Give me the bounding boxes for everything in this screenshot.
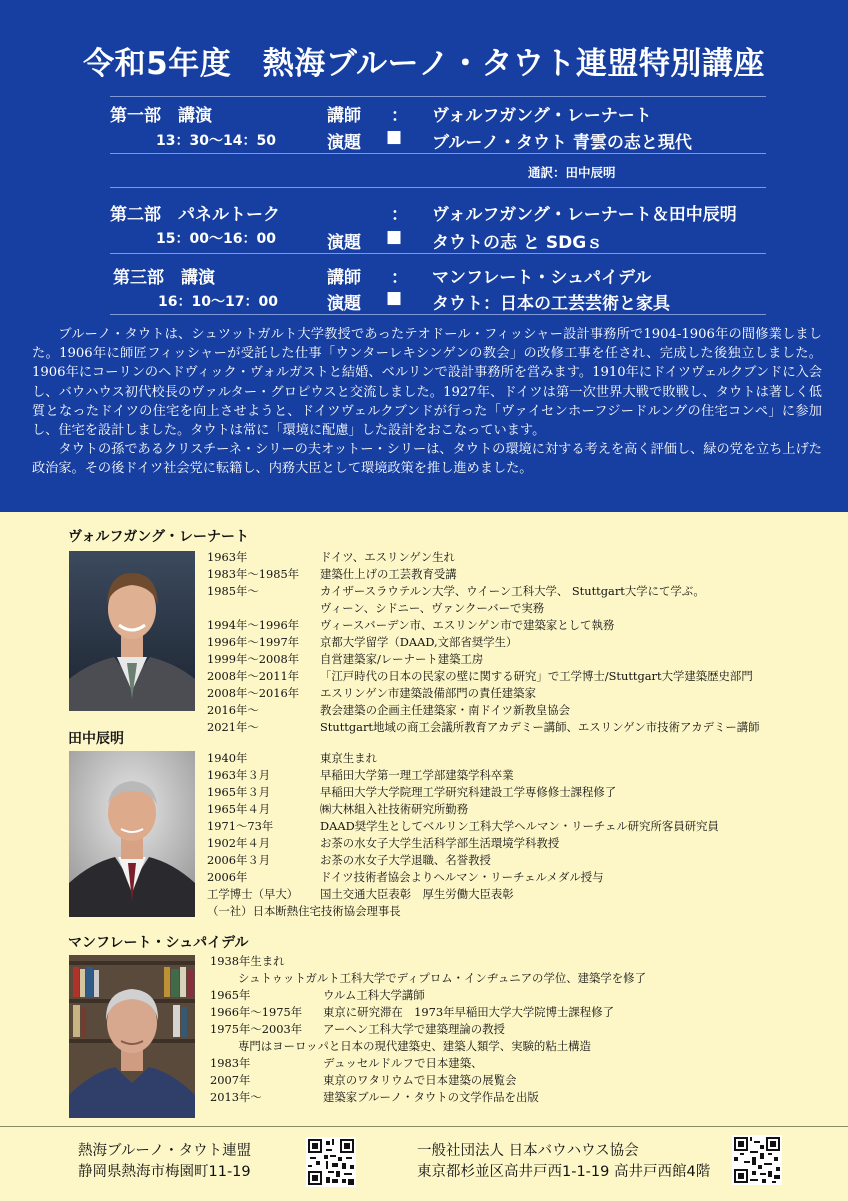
footer-org-left: 熱海ブルーノ・タウト連盟 (78, 1143, 252, 1159)
speaker-photo (69, 955, 195, 1118)
part3-topic-label: 演題 (327, 294, 361, 314)
part1-interpreter: 通訳：田中辰明 (528, 165, 616, 180)
divider (110, 153, 766, 154)
part2-topic: タウトの志 と SDGｓ (432, 233, 604, 253)
part2-label: 第二部 パネルトーク (110, 205, 280, 225)
footer-address-right: 東京都杉並区高井戸西1-1-19 高井戸西館4階 (417, 1164, 711, 1180)
qr-code-icon[interactable] (306, 1137, 356, 1187)
speaker-name: マンフレート・シュパイデル (68, 935, 249, 951)
description-paragraph: タウトの孫であるクリスチーネ・シリーの夫オットー・シリーは、タウトの環境に対する考えを高く評価し、緑の党を立ち上げた政治家。その後ドイツ社会党に転籍し、内務大臣として環境政策を推し進めました。 (32, 442, 822, 477)
part3-label: 第三部 講演 (113, 268, 215, 288)
part3-square-icon: ■ (386, 288, 403, 308)
part1-time: 13：30～14：50 (156, 133, 276, 149)
part1-lecturer-label: 講師 (327, 106, 361, 126)
divider (110, 314, 766, 315)
qr-code-icon[interactable] (732, 1135, 782, 1185)
divider (110, 187, 766, 188)
part1-label: 第一部 講演 (110, 106, 212, 126)
divider (110, 253, 766, 254)
page-title: 令和5年度 熱海ブルーノ・タウト連盟特別講座 (83, 46, 765, 82)
footer (0, 1126, 848, 1201)
speaker-history: 1940年 東京生まれ 1963年３月 早稲田大学第一理工学部建築学科卒業 1965年３月 早稲田大学大学院理工学研究科建設工学専修修士課程修了 1965年４月 ㈱大林組入社技術研究所勤務 1971～73年 DAAD奨学生としてベルリン工科大学ヘルマン・リーチェル研究所客員研究員 1902年４月 お茶の水女子大学生活科学部生活環境学科教授 2006年３月 お茶の水女子大学退職、名誉教授 2006年 ドイツ技術者協会よりヘルマン・リーチェルメダル授与 工学博士（早大） 国土交通大臣表彰 厚生労働大臣表彰 （一社）日本断熱住宅技術協会理事長 (207, 751, 719, 918)
part3-lecturer-label: 講師 (327, 268, 361, 288)
speaker-history: 1963年 ドイツ、エスリンゲン生れ 1983年～1985年 建築仕上げの工芸教育受講 1985年～ カイザースラウテルン大学、ウイーン工科大学、 Stuttgart大学にて学ぶ。 ヴィーン、シドニー、ヴァンクーバーで実務 1994年～1996年 ヴィースバーデン市、エスリンゲン市で建築家として執務 1996年～1997年 京都大学留学（DAAD,文部省奨学生） 1999年～2008年 自営建築家/レーナート建築工房 2008年～2011年 「江戸時代の日本の民家の壁に関する研究」で工学博士/Stuttgart大学建築歴史部門 2008年～2016年 エスリンゲン市建築設備部門の責任建築家 2016年～ 教会建築の企画主任建築家・南ドイツ新教皇協会 2021年～ Stuttgart地域の商工会議所教育アカデミー講師、エスリンゲン市技術アカデミー講師 (207, 550, 760, 734)
divider (110, 96, 766, 97)
part3-colon: ： (391, 268, 408, 288)
description-paragraph: ブルーノ・タウトは、シュツットガルト大学教授であったテオドール・フィッシャー設計事務所で1904-1906年の間修業しました。1906年に師匠フィッシャーが受託した仕事「ウンターレキシンゲンの教会」の改修工事を任され、完成した後独立しました。1906年にコーリンのヘドヴィック・ヴォルガストと結婚、ベルリンで設計事務所を営みます。1910年にドイツヴェルクブンドに入会し、バウハウス初代校長のヴァルター・グロピウスと交流しました。1927年、ドイツは第一次世界大戦で敗戦し、タウトは著しく低質となったドイツの住宅を向上させようと、ドイツヴェルクブンドが行った「ヴァイセンホーフジードルングの住宅コンペ」に参加し、住宅を設計しました。タウトは常に「環境に配慮」した設計をおこなっています。 (32, 327, 822, 439)
speaker-history: 1938年生まれ シュトゥットガルト工科大学でディプロム・インヂュニアの学位、建築学を修了 1965年 ウルム工科大学講師 1966年～1975年 東京に研究滞在 1973年早稲田大学大学院博士課程修了 1975年～2003年 アーヘン工科大学で建築理論の教授 専門はヨーロッパと日本の現代建築史、建築人類学、実験的粘土構造 1983年 デュッセルドルフで日本建築、 2007年 東京のワタリウムで日本建築の展覧会 2013年～ 建築家ブルーノ・タウトの文学作品を出版 (210, 954, 646, 1104)
speaker-photo (69, 751, 195, 917)
part3-time: 16：10～17：00 (158, 294, 278, 310)
speaker-photo (69, 551, 195, 711)
part1-topic-label: 演題 (327, 133, 361, 153)
part2-time: 15：00～16：00 (156, 231, 276, 247)
part2-colon: ： (391, 205, 408, 225)
part1-square-icon: ■ (386, 127, 403, 147)
part1-colon: ： (391, 106, 408, 126)
speaker-name: 田中辰明 (68, 731, 124, 747)
speaker-name: ヴォルフガング・レーナート (68, 529, 250, 545)
part2-topic-label: 演題 (327, 233, 361, 253)
part3-lecturer: マンフレート・シュパイデル (432, 268, 652, 288)
part2-square-icon: ■ (386, 227, 403, 247)
footer-address-left: 静岡県熱海市梅園町11-19 (78, 1164, 251, 1180)
part1-lecturer: ヴォルフガング・レーナート (432, 106, 652, 126)
description-text (32, 325, 822, 479)
footer-org-right: 一般社団法人 日本バウハウス協会 (417, 1143, 639, 1159)
header-panel (0, 0, 848, 512)
part3-topic: タウト：日本の工芸芸術と家具 (432, 294, 670, 314)
part2-lecturer: ヴォルフガング・レーナート＆田中辰明 (432, 205, 737, 225)
part1-topic: ブルーノ・タウト 青雲の志と現代 (432, 133, 692, 153)
